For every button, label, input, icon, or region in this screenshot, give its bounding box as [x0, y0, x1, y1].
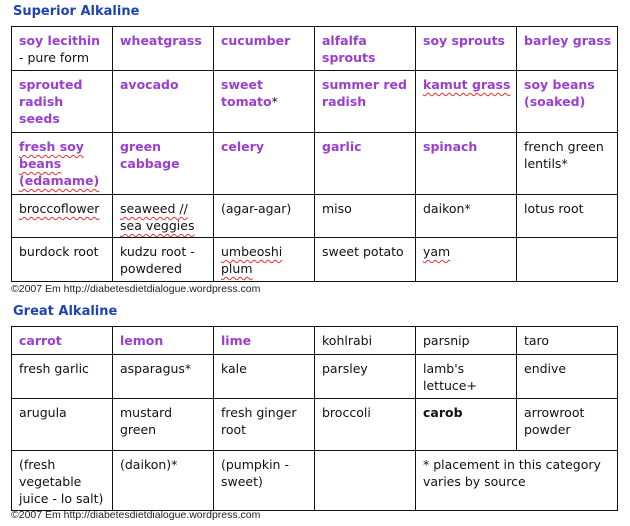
food-cell: lime	[214, 327, 315, 355]
food-cell: miso	[315, 195, 416, 238]
copyright-credit: ©2007 Em http://diabetesdietdialogue.wordpress.com	[11, 283, 261, 295]
food-cell: sweet tomato*	[214, 71, 315, 133]
superior-heading: Superior Alkaline	[13, 4, 140, 19]
food-cell: fresh soy beans (edamame)	[12, 133, 113, 195]
food-cell: carrot	[12, 327, 113, 355]
food-cell: soy sprouts	[416, 27, 517, 71]
food-cell	[315, 451, 416, 511]
food-cell: (fresh vegetable juice - lo salt)	[12, 451, 113, 511]
food-cell: mustard green	[113, 399, 214, 451]
food-cell: parsley	[315, 355, 416, 399]
food-cell: endive	[517, 355, 618, 399]
food-cell	[517, 238, 618, 282]
table-row	[12, 133, 618, 195]
food-cell: carob	[416, 399, 517, 451]
food-cell: fresh ginger root	[214, 399, 315, 451]
food-cell: fresh garlic	[12, 355, 113, 399]
food-cell: french green lentils*	[517, 133, 618, 195]
food-cell: parsnip	[416, 327, 517, 355]
copyright-credit: ©2007 Em http://diabetesdietdialogue.wordpress.com	[11, 509, 261, 521]
table-row	[12, 71, 618, 133]
food-cell: arrowroot powder	[517, 399, 618, 451]
footnote-cell: * placement in this category varies by source	[416, 451, 618, 511]
table-row	[12, 238, 618, 282]
food-cell: kohlrabi	[315, 327, 416, 355]
food-cell: lamb's lettuce+	[416, 355, 517, 399]
table-row	[12, 355, 618, 399]
food-cell: umbeoshi plum	[214, 238, 315, 282]
food-cell: lotus root	[517, 195, 618, 238]
food-cell: taro	[517, 327, 618, 355]
table-row	[12, 451, 618, 511]
great-heading: Great Alkaline	[13, 304, 118, 319]
table-row	[12, 399, 618, 451]
food-cell: soy lecithin - pure form	[12, 27, 113, 71]
food-cell: asparagus*	[113, 355, 214, 399]
great-alkaline-table	[11, 326, 618, 511]
food-cell: lemon	[113, 327, 214, 355]
food-cell: seaweed // sea veggies	[113, 195, 214, 238]
food-cell: broccoli	[315, 399, 416, 451]
food-cell: kudzu root - powdered	[113, 238, 214, 282]
food-cell: (daikon)*	[113, 451, 214, 511]
superior-alkaline-table	[11, 26, 618, 282]
food-cell: garlic	[315, 133, 416, 195]
table-row	[12, 327, 618, 355]
food-cell: kale	[214, 355, 315, 399]
food-cell: (agar-agar)	[214, 195, 315, 238]
food-cell: summer red radish	[315, 71, 416, 133]
food-cell: spinach	[416, 133, 517, 195]
food-cell: kamut grass	[416, 71, 517, 133]
food-cell: wheatgrass	[113, 27, 214, 71]
food-cell: broccoflower	[12, 195, 113, 238]
food-cell: cucumber	[214, 27, 315, 71]
table-row	[12, 195, 618, 238]
food-cell: daikon*	[416, 195, 517, 238]
food-cell: green cabbage	[113, 133, 214, 195]
food-cell: (pumpkin - sweet)	[214, 451, 315, 511]
food-cell: sprouted radish seeds	[12, 71, 113, 133]
food-cell: alfalfa sprouts	[315, 27, 416, 71]
food-cell: soy beans (soaked)	[517, 71, 618, 133]
food-cell: arugula	[12, 399, 113, 451]
food-cell: yam	[416, 238, 517, 282]
food-cell: barley grass	[517, 27, 618, 71]
table-row	[12, 27, 618, 71]
food-cell: avocado	[113, 71, 214, 133]
food-cell: burdock root	[12, 238, 113, 282]
food-cell: celery	[214, 133, 315, 195]
food-cell: sweet potato	[315, 238, 416, 282]
